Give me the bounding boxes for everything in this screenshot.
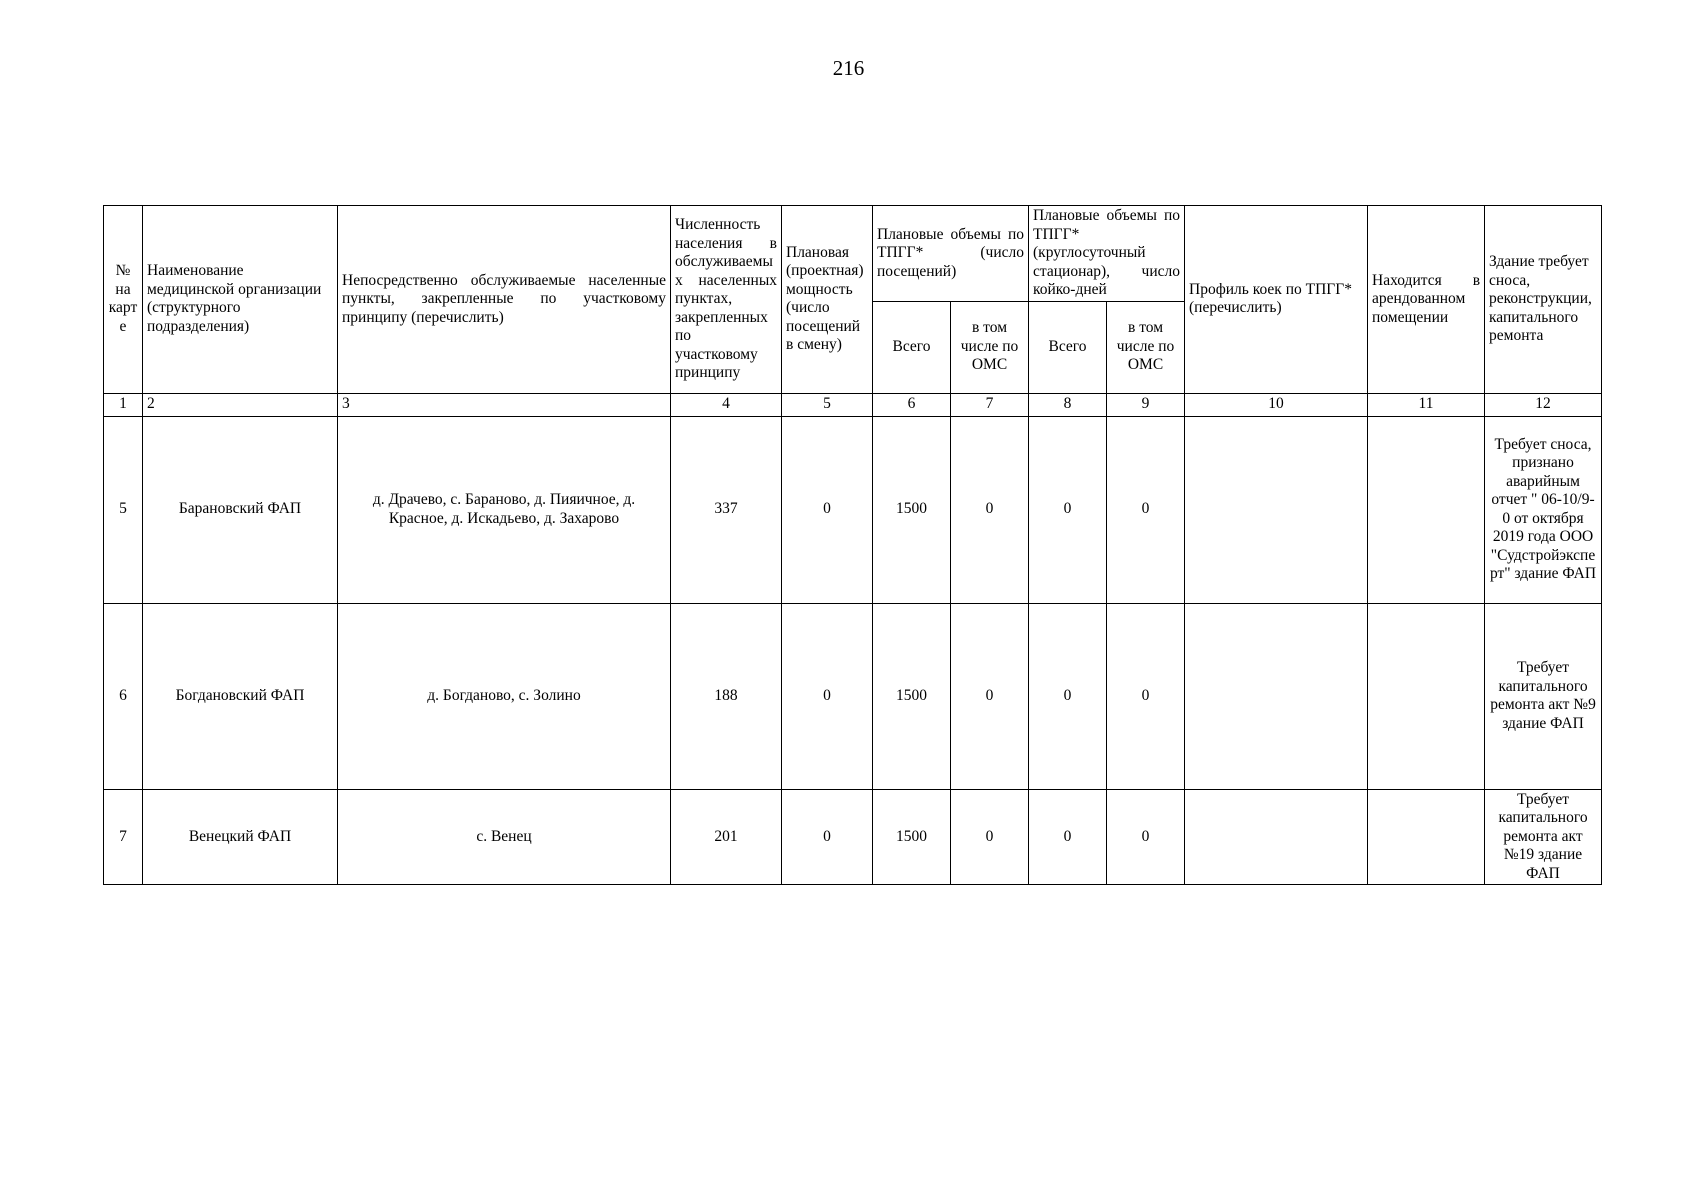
row-map-number: 7: [104, 789, 143, 885]
row-rented: [1368, 416, 1485, 603]
column-number: 1: [104, 393, 143, 416]
column-number: 8: [1029, 393, 1107, 416]
header-beddays-total: Всего: [1029, 301, 1107, 393]
row-map-number: 6: [104, 603, 143, 789]
row-settlements: с. Венец: [338, 789, 671, 885]
row-building-state: Требует сноса, признано аварийным отчет " 06-10/9-0 от октября 2019 года ООО "Судстройэксперт" здание ФАП: [1485, 416, 1602, 603]
column-number: 12: [1485, 393, 1602, 416]
header-bed-profile: Профиль коек по ТПГГ* (перечислить): [1185, 206, 1368, 394]
page-number: 216: [832, 56, 865, 80]
row-settlements: д. Богданово, с. Золино: [338, 603, 671, 789]
column-number: 5: [782, 393, 873, 416]
header-building-state: Здание требует сноса, реконструкции, капитального ремонта: [1485, 206, 1602, 394]
row-beddays-oms: 0: [1107, 789, 1185, 885]
row-beddays-total: 0: [1029, 789, 1107, 885]
row-visits-total: 1500: [873, 603, 951, 789]
header-beddays-oms: в том числе по ОМС: [1107, 301, 1185, 393]
column-number: 10: [1185, 393, 1368, 416]
row-beddays-total: 0: [1029, 416, 1107, 603]
row-population: 337: [671, 416, 782, 603]
row-visits-total: 1500: [873, 789, 951, 885]
column-number: 11: [1368, 393, 1485, 416]
column-number: 7: [951, 393, 1029, 416]
row-visits-oms: 0: [951, 789, 1029, 885]
row-capacity: 0: [782, 416, 873, 603]
table-row: [104, 603, 1602, 789]
row-population: 201: [671, 789, 782, 885]
row-beddays-total: 0: [1029, 603, 1107, 789]
header-settlements: Непосредственно обслуживаемые населенные пункты, закрепленные по участковому принципу (перечислить): [338, 206, 671, 394]
row-capacity: 0: [782, 603, 873, 789]
header-population: Численность населения в обслуживаемых населенных пунктах, закрепленных по участковому принципу: [671, 206, 782, 394]
column-number: 2: [143, 393, 338, 416]
row-capacity: 0: [782, 789, 873, 885]
header-rented: Находится в арендованном помещении: [1368, 206, 1485, 394]
row-org-name: Барановский ФАП: [143, 416, 338, 603]
column-number: 6: [873, 393, 951, 416]
facilities-table: [103, 205, 1602, 885]
row-org-name: Богдановский ФАП: [143, 603, 338, 789]
row-population: 188: [671, 603, 782, 789]
header-org-name: Наименование медицинской организации (структурного подразделения): [143, 206, 338, 394]
row-rented: [1368, 789, 1485, 885]
header-row: [104, 206, 1602, 302]
column-numbers-row: [104, 393, 1602, 416]
header-planned-visits: Плановые объемы по ТПГГ* (число посещений): [873, 206, 1029, 302]
row-bed-profile: [1185, 603, 1368, 789]
row-visits-total: 1500: [873, 416, 951, 603]
row-beddays-oms: 0: [1107, 416, 1185, 603]
table-row: [104, 789, 1602, 885]
row-beddays-oms: 0: [1107, 603, 1185, 789]
table-row: [104, 416, 1602, 603]
header-capacity: Плановая (проектная) мощность (число посещений в смену): [782, 206, 873, 394]
header-visits-total: Всего: [873, 301, 951, 393]
row-visits-oms: 0: [951, 416, 1029, 603]
row-org-name: Венецкий ФАП: [143, 789, 338, 885]
column-number: 9: [1107, 393, 1185, 416]
row-visits-oms: 0: [951, 603, 1029, 789]
row-building-state: Требует капитального ремонта акт №19 здание ФАП: [1485, 789, 1602, 885]
row-building-state: Требует капитального ремонта акт №9 здание ФАП: [1485, 603, 1602, 789]
column-number: 3: [338, 393, 671, 416]
row-settlements: д. Драчево, с. Бараново, д. Пияичное, д. Красное, д. Искадьево, д. Захарово: [338, 416, 671, 603]
row-rented: [1368, 603, 1485, 789]
row-map-number: 5: [104, 416, 143, 603]
header-visits-oms: в том числе по ОМС: [951, 301, 1029, 393]
header-map-number: № на карте: [104, 206, 143, 394]
header-planned-beddays: Плановые объемы по ТПГГ* (круглосуточный стационар), число койко-дней: [1029, 206, 1185, 302]
column-number: 4: [671, 393, 782, 416]
row-bed-profile: [1185, 789, 1368, 885]
row-bed-profile: [1185, 416, 1368, 603]
